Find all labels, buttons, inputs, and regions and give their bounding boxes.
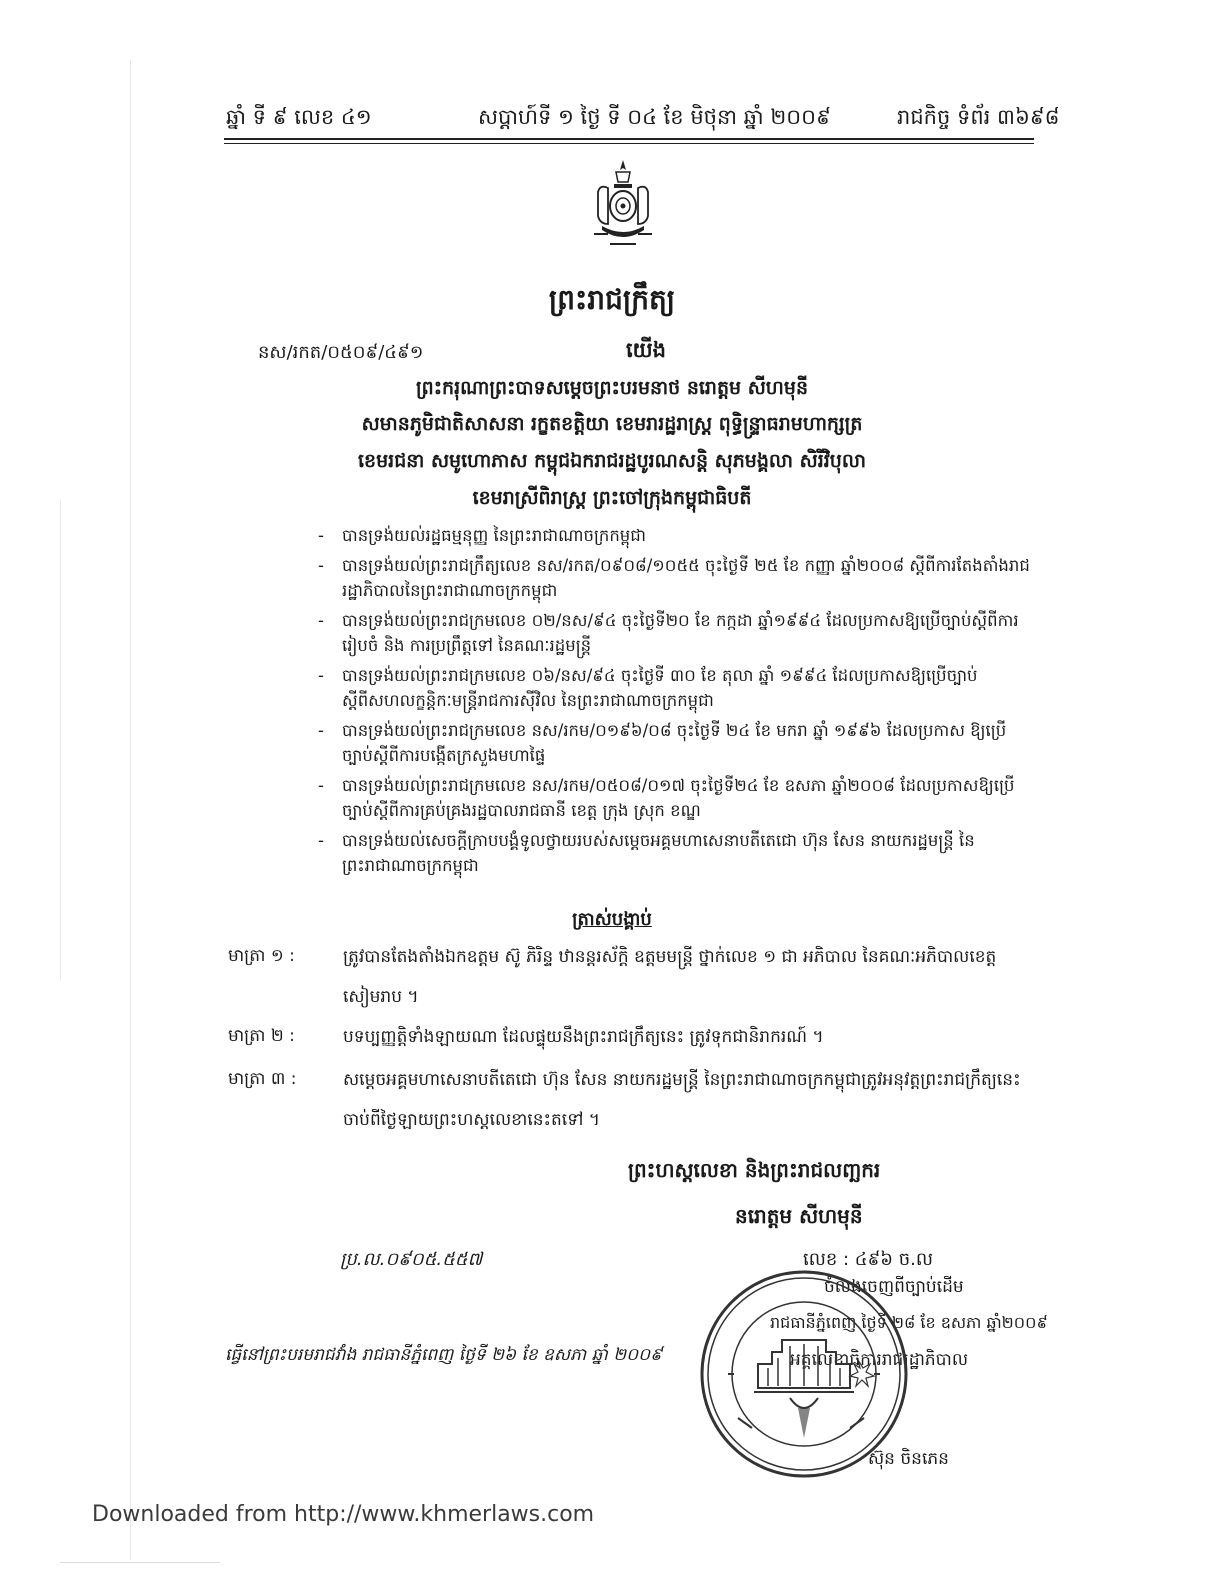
- article-1-text: ត្រូវបានតែងតាំងឯកឧត្តម ស៊ូ ភិរិន្ទ ឋានន្តរស័ក្តិ ឧត្តមមន្ត្រី ថ្នាក់លេខ ១ ជា អភិបាល នៃគណៈអភិបាលខេត្តសៀមរាប ។: [343, 947, 997, 1007]
- preamble-item: - បានទ្រង់យល់រដ្ឋធម្មនុញ្ញ នៃព្រះរាជាណាចក្រកម្ពុជា: [318, 526, 646, 545]
- we-heading: យើង: [626, 338, 666, 362]
- signing-place-date: ធ្វើនៅព្រះបរមរាជវាំង រាជធានីភ្នំពេញ ថ្ងៃទី ២៦ ខែ ឧសភា ឆ្នាំ ២០០៩: [225, 1345, 663, 1365]
- preamble-item: - បានទ្រង់យល់ព្រះរាជក្រមលេខ នស/រកម/០៥០៨/០១៧ ចុះថ្ងៃទី២៤ ខែ ឧសភា ឆ្នាំ២០០៨ ដែលប្រកាសឱ្យប្រើច្បាប់ស្តីពីការគ្រប់គ្រងរដ្ឋបាលរាជធានី ខេត្ត ក្រុង ស្រុក ខណ្ឌ: [318, 775, 1015, 820]
- royal-signature-label: ព្រះហស្តលេខា និងព្រះរាជលញ្ឆករ: [628, 1158, 881, 1182]
- decision-heading: ត្រាស់បង្គាប់: [572, 909, 652, 930]
- document-title: ព្រះរាជក្រឹត្យ: [548, 283, 676, 316]
- gazette-year-issue: ឆ្នាំ ទី ៩ លេខ ៤១: [226, 105, 372, 129]
- article-3-label: មាត្រា ៣ :: [228, 1069, 297, 1089]
- header-rule: [224, 138, 1034, 140]
- royal-coat-of-arms-emblem: [588, 158, 658, 248]
- preamble-item: - បានទ្រង់យល់ព្រះរាជក្រមលេខ ០២/នស/៩៤ ចុះថ្ងៃទី២០ ខែ កក្កដា ឆ្នាំ១៩៩៤ ដែលប្រកាសឱ្យប្រើច្បាប់ស្តីពីការរៀបចំ និង ការប្រព្រឹត្តទៅ នៃគណៈរដ្ឋមន្ត្រី: [318, 610, 1019, 655]
- article-2-text: បទប្បញ្ញត្តិទាំងឡាយណា ដែលផ្ទុយនឹងព្រះរាជក្រឹត្យនេះ ត្រូវទុកជានិរាករណ៍ ។: [343, 1027, 824, 1047]
- preamble-list: [318, 523, 1030, 879]
- king-title-line: ខេមរាស្រីពិរាស្ត្រ ព្រះចៅក្រុងកម្ពុជាធិបតី: [472, 487, 752, 509]
- download-source-footer: Downloaded from http://www.khmerlaws.com: [92, 1502, 595, 1527]
- scan-artifact: [60, 1562, 220, 1563]
- article-3-text: សម្តេចអគ្គមហាសេនាបតីតេជោ ហ៊ុន សែន នាយករដ្ឋមន្ត្រី នៃព្រះរាជាណាចក្រកម្ពុជាត្រូវអនុវត្តព្រះរាជក្រឹត្យនេះ ចាប់ពីថ្ងៃឡាយព្រះហស្តលេខានេះតទៅ ។: [343, 1070, 1021, 1130]
- reference-number-left: ប្រ.ល.០៩០៥.៥៥៧: [340, 1249, 483, 1270]
- preamble-item: - បានទ្រង់យល់ព្រះរាជក្រឹត្យលេខ នស/រកត/០៩០៨/១០៥៥ ចុះថ្ងៃទី ២៥ ខែ កញ្ញា ឆ្នាំ២០០៨ ស្តីពីការតែងតាំងរាជរដ្ឋាភិបាលនៃព្រះរាជាណាចក្រកម្ពុជា: [318, 555, 1030, 600]
- issuing-office: អគ្គលេខាធិការរាជរដ្ឋាភិបាល: [790, 1350, 969, 1370]
- preamble-item: - បានទ្រង់យល់ព្រះរាជក្រមលេខ នស/រកម/០១៩៦/០៨ ចុះថ្ងៃទី ២៤ ខែ មករា ឆ្នាំ ១៩៩៦ ដែលប្រកាស ឱ្យប្រើច្បាប់ស្តីពីការបង្កើតក្រសួងមហាផ្ទៃ: [318, 720, 1007, 765]
- gazette-page: រាជកិច្ច ទំព័រ ៣៦៩៨: [897, 105, 1060, 129]
- decree-number: នស/រកត/០៥០៩/៤៩១: [258, 342, 424, 363]
- certified-copy-note: ចំលងចេញពីច្បាប់ដើម: [824, 1277, 964, 1297]
- king-title-line: សមានភូមិជាតិសាសនា រក្ខតខត្តិយា ខេមរារដ្ឋរាស្ត្រ ពុទ្ធិន្ទ្រាធរាមហាក្សត្រ: [361, 413, 863, 435]
- reference-number-right: លេខ : ៤៩៦ ច.ល: [803, 1249, 934, 1270]
- certified-copy-date: រាជធានីភ្នំពេញ ថ្ងៃទី ២៨ ខែ ឧសភា ឆ្នាំ២០០៩: [770, 1313, 1048, 1332]
- gazette-week-date: សប្តាហ៍ទី ១ ថ្ងៃ ទី ០៤ ខែ មិថុនា ឆ្នាំ ២០០៩: [478, 105, 831, 129]
- king-title-line: ខេមរជនា សមូហោភាស កម្ពុជឯករាជរដ្ឋបូរណសន្តិ សុភមង្គលា សិរីវិបុលា: [358, 450, 866, 472]
- preamble-item: - បានទ្រង់យល់ព្រះរាជក្រមលេខ ០៦/នស/៩៤ ចុះថ្ងៃទី ៣០ ខែ តុលា ឆ្នាំ ១៩៩៤ ដែលប្រកាសឱ្យប្រើច្បាប់ស្តីពីសហលក្ខន្តិកៈមន្ត្រីរាជការស៊ីវិល នៃព្រះរាជាណាចក្រកម្ពុជា: [318, 665, 978, 710]
- article-1-label: មាត្រា ១ :: [228, 946, 295, 966]
- article-2-label: មាត្រា ២ :: [228, 1026, 295, 1046]
- preamble-item: - បានទ្រង់យល់សេចក្តីក្រាបបង្គំទូលថ្វាយរបស់សម្តេចអគ្គមហាសេនាបតីតេជោ ហ៊ុន សែន នាយករដ្ឋមន្ត្រី នៃព្រះរាជាណាចក្រកម្ពុជា: [318, 830, 975, 875]
- header-rule-thin: [224, 143, 1034, 144]
- king-name: នរោត្តម សីហមុនី: [735, 1204, 863, 1228]
- king-title-line: ព្រះករុណាព្រះបាទសម្តេចព្រះបរមនាថ នរោត្តម សីហមុនី: [415, 377, 809, 399]
- copy-signer-name: ស៊ុន ចិនភេន: [868, 1449, 949, 1469]
